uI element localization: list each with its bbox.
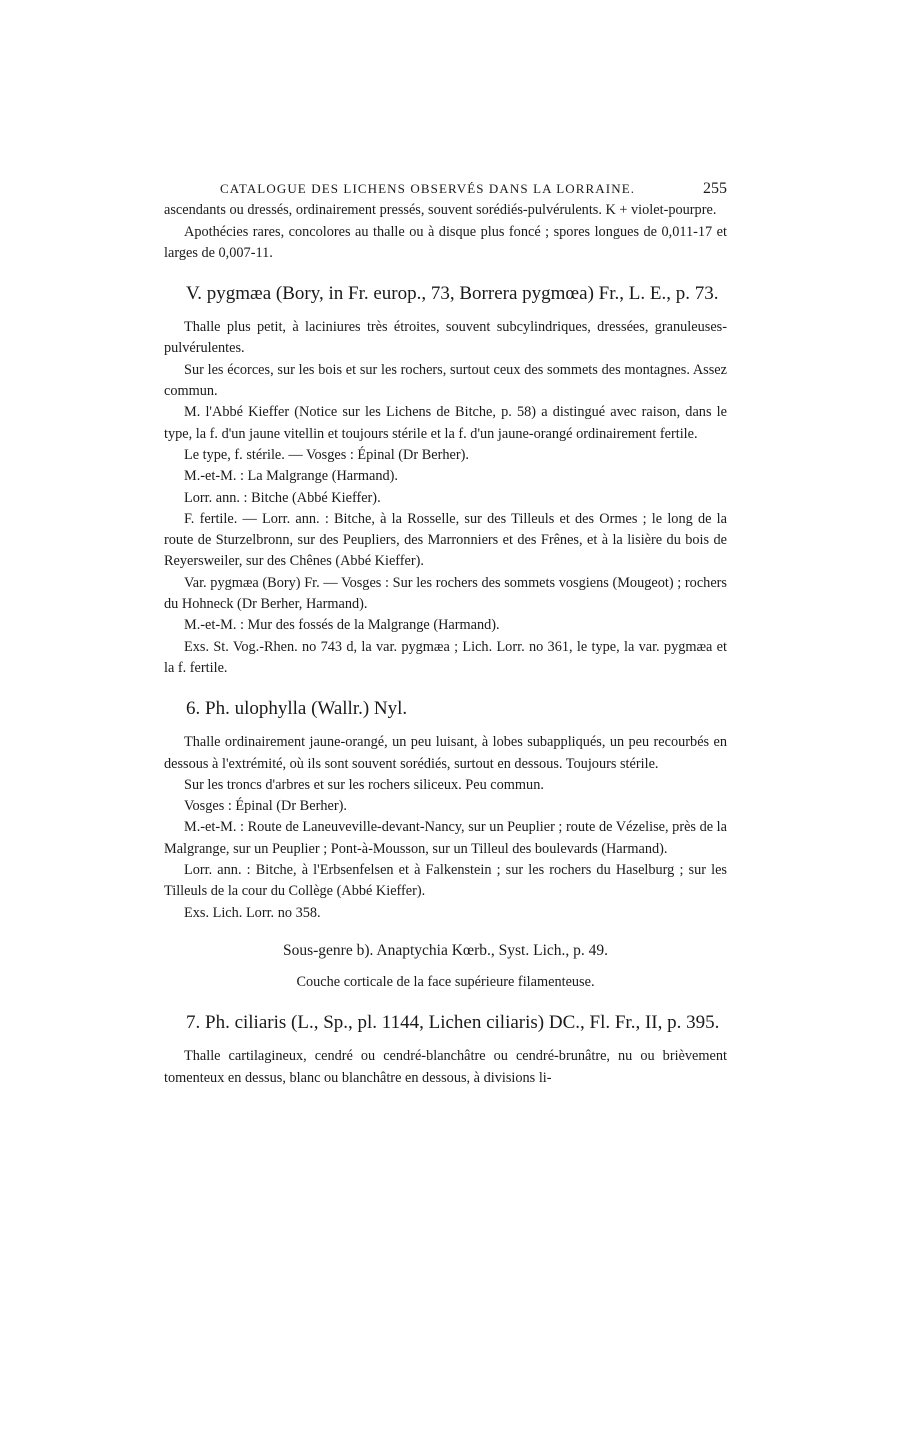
variety-heading: V. pygmæa (Bory, in Fr. europ., 73, Borrera pygmœa) Fr., L. E., p. 73. (186, 283, 719, 305)
locality-line: Lorr. ann. : Bitche, à l'Erbsenfelsen et à Falkenstein ; sur les rochers du Haselburg ; sur les Tilleuls de la cour du Collège (Abbé Kieffer). (164, 862, 727, 900)
paragraph: Thalle ordinairement jaune-orangé, un peu luisant, à lobes subappliqués, un peu recourbés en dessous à l'extrémité, où ils sont souvent sorédiés, surtout en dessous. Toujours stérile. (164, 734, 727, 772)
locality-line: Lorr. ann. : Bitche (Abbé Kieffer). (184, 489, 381, 506)
exsiccata-line: Exs. St. Vog.-Rhen. no 743 d, la var. pygmæa ; Lich. Lorr. no 361, le type, la var. pygmæa et la f. fertile. (164, 638, 727, 676)
text-column (164, 178, 727, 1089)
locality-line: Vosges : Épinal (Dr Berher). (184, 798, 347, 815)
locality-line: M.-et-M. : Mur des fossés de la Malgrange (Harmand). (184, 617, 500, 634)
locality-line: F. fertile. — Lorr. ann. : Bitche, à la Rosselle, sur des Tilleuls et des Ormes ; le long de la route de Sturzelbronn, sur des Peupliers, des Marronniers et des Frênes, et à la lisière du bois de Reyersweiler, sur des Chênes (Abbé Kieffer). (164, 510, 727, 570)
paragraph: Thalle cartilagineux, cendré ou cendré-blanchâtre ou cendré-brunâtre, nu ou brièvement tomenteux en dessus, blanc ou blanchâtre en dessous, à divisions li- (164, 1048, 727, 1086)
subgenus-heading: Sous-genre b). Anaptychia Kœrb., Syst. Lich., p. 49. (282, 941, 609, 959)
paragraph: Thalle plus petit, à laciniures très étroites, souvent subcylindriques, dressées, granuleuses-pulvérulentes. (164, 319, 727, 357)
locality-line: M.-et-M. : Route de Laneuveville-devant-Nancy, sur un Peuplier ; route de Vézelise, près de la Malgrange, sur un Peuplier ; Pont-à-Mousson, sur un Tilleul des boulevards (Harmand). (164, 819, 727, 857)
species-heading: 6. Ph. ulophylla (Wallr.) Nyl. (186, 698, 408, 720)
paragraph: Sur les troncs d'arbres et sur les rochers siliceux. Peu commun. (184, 776, 544, 793)
running-header (164, 178, 727, 199)
exsiccata-line: Exs. Lich. Lorr. no 358. (184, 904, 321, 921)
paragraph: ascendants ou dressés, ordinairement pressés, souvent sorédiés-pulvérulents. K + violet-pourpre. (164, 202, 717, 219)
paragraph: M. l'Abbé Kieffer (Notice sur les Lichens de Bitche, p. 58) a distingué avec raison, dans le type, la f. d'un jaune vitellin et toujours stérile et la f. d'un jaune-orangé ordinairement fertile. (164, 404, 727, 442)
species-heading: 7. Ph. ciliaris (L., Sp., pl. 1144, Lichen ciliaris) DC., Fl. Fr., II, p. 395. (186, 1012, 720, 1034)
paragraph: Sur les écorces, sur les bois et sur les rochers, surtout ceux des sommets des montagnes. Assez commun. (164, 361, 727, 400)
subgenus-description: Couche corticale de la face supérieure filamenteuse. (296, 973, 595, 990)
locality-line: M.-et-M. : La Malgrange (Harmand). (184, 468, 398, 485)
paragraph: Apothécies rares, concolores au thalle ou à disque plus foncé ; spores longues de 0,011-17 et larges de 0,007-11. (164, 223, 727, 261)
locality-line: Le type, f. stérile. — Vosges : Épinal (Dr Berher). (184, 446, 469, 463)
page-number: 255 (703, 180, 727, 197)
locality-line: Var. pygmæa (Bory) Fr. — Vosges : Sur les rochers des sommets vosgiens (Mougeot) ; rochers du Hohneck (Dr Berher, Harmand). (164, 574, 727, 613)
running-title: CATALOGUE DES LICHENS OBSERVÉS DANS LA LORRAINE. (220, 181, 636, 196)
